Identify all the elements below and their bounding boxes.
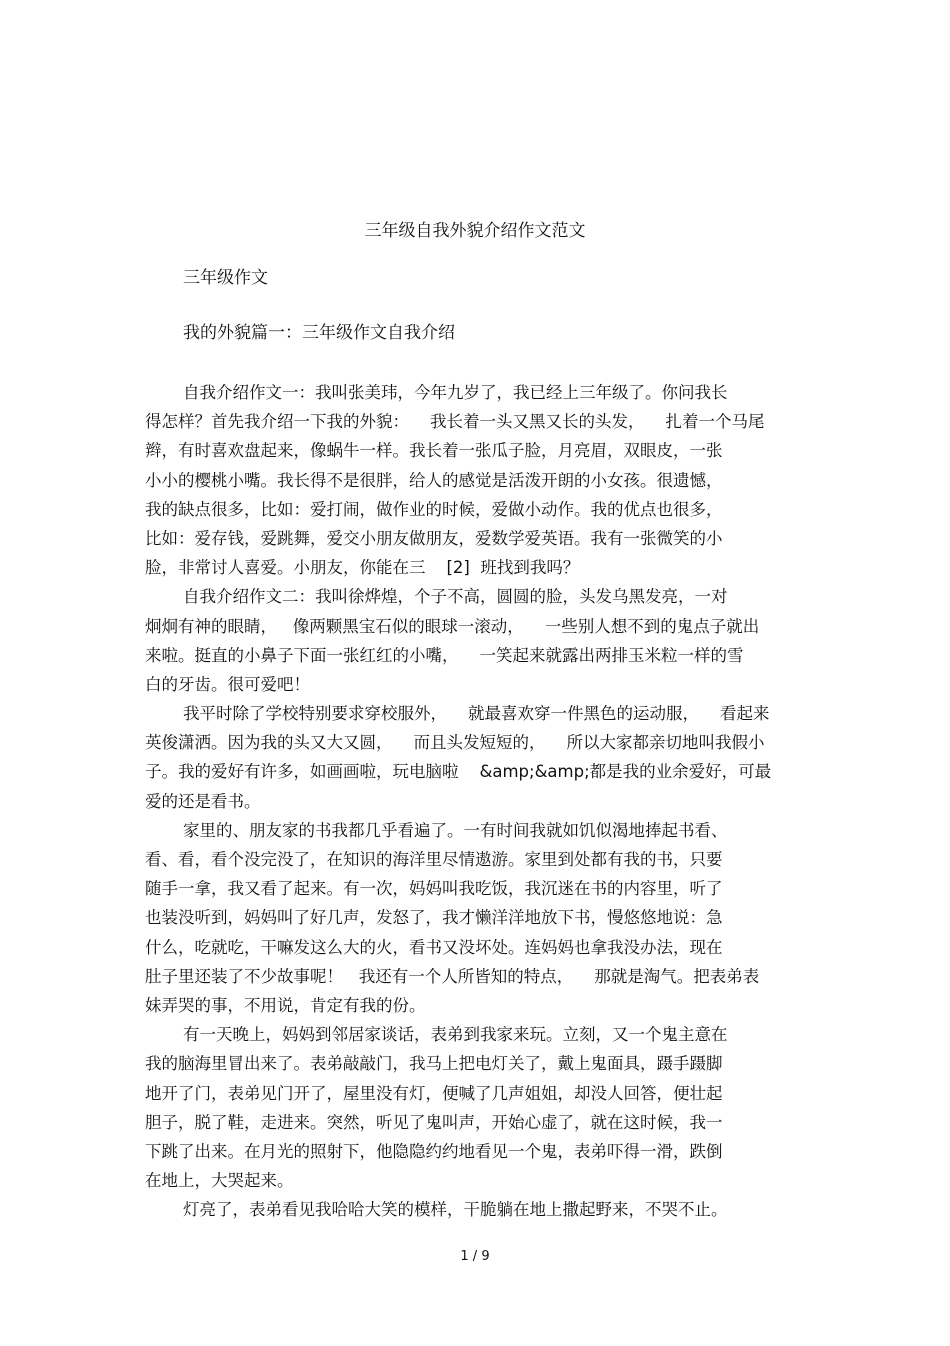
text-line: 我的脑海里冒出来了。表弟敲敲门，我马上把电灯关了，戴上鬼面具，蹑手蹑脚 xyxy=(145,1054,723,1074)
text-line: 脸，非常讨人喜爱。小朋友，你能在三 [2] 班找到我吗？ xyxy=(145,558,580,578)
text-line: 有一天晚上，妈妈到邻居家谈话，表弟到我家来玩。立刻，又一个鬼主意在 xyxy=(183,1025,728,1045)
text-line: 爱的还是看书。 xyxy=(145,791,261,811)
section-heading: 我的外貌篇一：三年级作文自我介绍 xyxy=(183,323,455,343)
text-line: 妹弄哭的事，不用说，肯定有我的份。 xyxy=(145,995,426,1015)
text-line: 自我介绍作文一：我叫张美玮，今年九岁了，我已经上三年级了。你问我长 xyxy=(183,383,728,402)
text-line: 随手一拿，我又看了起来。有一次，妈妈叫我吃饭，我沉迷在书的内容里，听了 xyxy=(145,879,723,899)
text-line: 自我介绍作文二：我叫徐烨煌，个子不高，圆圆的脸，头发乌黑发亮，一对 xyxy=(183,587,728,607)
text-line: 灯亮了，表弟看见我哈哈大笑的模样，干脆躺在地上撒起野来，不哭不止。 xyxy=(183,1200,728,1220)
body-text xyxy=(145,378,810,1224)
page-number: 1 / 9 xyxy=(460,1249,490,1264)
text-line: 也装没听到，妈妈叫了好几声，发怒了，我才懒洋洋地放下书，慢悠悠地说：急 xyxy=(145,908,723,928)
text-line: 小小的樱桃小嘴。我长得不是很胖，给人的感觉是活泼开朗的小女孩。很遗憾， xyxy=(145,470,723,490)
page-title: 三年级自我外貌介绍作文范文 xyxy=(364,221,586,241)
text-line: 得怎样？首先我介绍一下我的外貌： 我长着一头又黑又长的头发， 扎着一个马尾 xyxy=(145,412,765,432)
text-line: 下跳了出来。在月光的照射下，他隐隐约约地看见一个鬼，表弟吓得一滑，跌倒 xyxy=(145,1141,723,1161)
text-line: 白的牙齿。很可爱吧！ xyxy=(145,674,310,694)
text-line: 我平时除了学校特别要求穿校服外， 就最喜欢穿一件黑色的运动服， 看起来 xyxy=(183,704,770,724)
text-line: 在地上，大哭起来。 xyxy=(145,1171,294,1191)
text-line: 英俊潇洒。因为我的头又大又圆， 而且头发短短的， 所以大家都亲切地叫我假小 xyxy=(145,733,765,753)
text-line: 地开了门，表弟见门开了，屋里没有灯，便喊了几声姐姐，却没人回答，便壮起 xyxy=(145,1083,723,1103)
text-line: 胆子，脱了鞋，走进来。突然，听见了鬼叫声，开始心虚了，就在这时候，我一 xyxy=(145,1112,723,1132)
text-line: 家里的、朋友家的书我都几乎看遍了。一有时间我就如饥似渴地捧起书看、 xyxy=(183,820,728,840)
text-line: 肚子里还装了不少故事呢！ 我还有一个人所皆知的特点， 那就是淘气。把表弟表 xyxy=(145,966,760,986)
text-line: 看、看，看个没完没了，在知识的海洋里尽情遨游。家里到处都有我的书，只要 xyxy=(145,850,723,869)
text-line: 炯炯有神的眼睛， 像两颗黑宝石似的眼球一滚动， 一些别人想不到的鬼点子就出 xyxy=(145,616,760,636)
text-line: 我的缺点很多，比如：爱打闹，做作业的时候，爱做小动作。我的优点也很多， xyxy=(145,499,723,519)
text-line: 来啦。挺直的小鼻子下面一张红红的小嘴， 一笑起来就露出两排玉米粒一样的雪 xyxy=(145,645,744,665)
text-line: 比如：爱存钱，爱跳舞，爱交小朋友做朋友，爱数学爱英语。我有一张微笑的小 xyxy=(145,528,723,548)
text-line: 辫，有时喜欢盘起来，像蜗牛一样。我长着一张瓜子脸，月亮眉，双眼皮，一张 xyxy=(145,441,723,461)
text-line: 子。我的爱好有许多，如画画啦，玩电脑啦 &amp;&amp;都是我的业余爱好，可最 xyxy=(145,762,772,782)
text-line: 什么，吃就吃，干嘛发这么大的火，看书又没坏处。连妈妈也拿我没办法，现在 xyxy=(145,937,723,957)
category-heading: 三年级作文 xyxy=(183,268,268,288)
